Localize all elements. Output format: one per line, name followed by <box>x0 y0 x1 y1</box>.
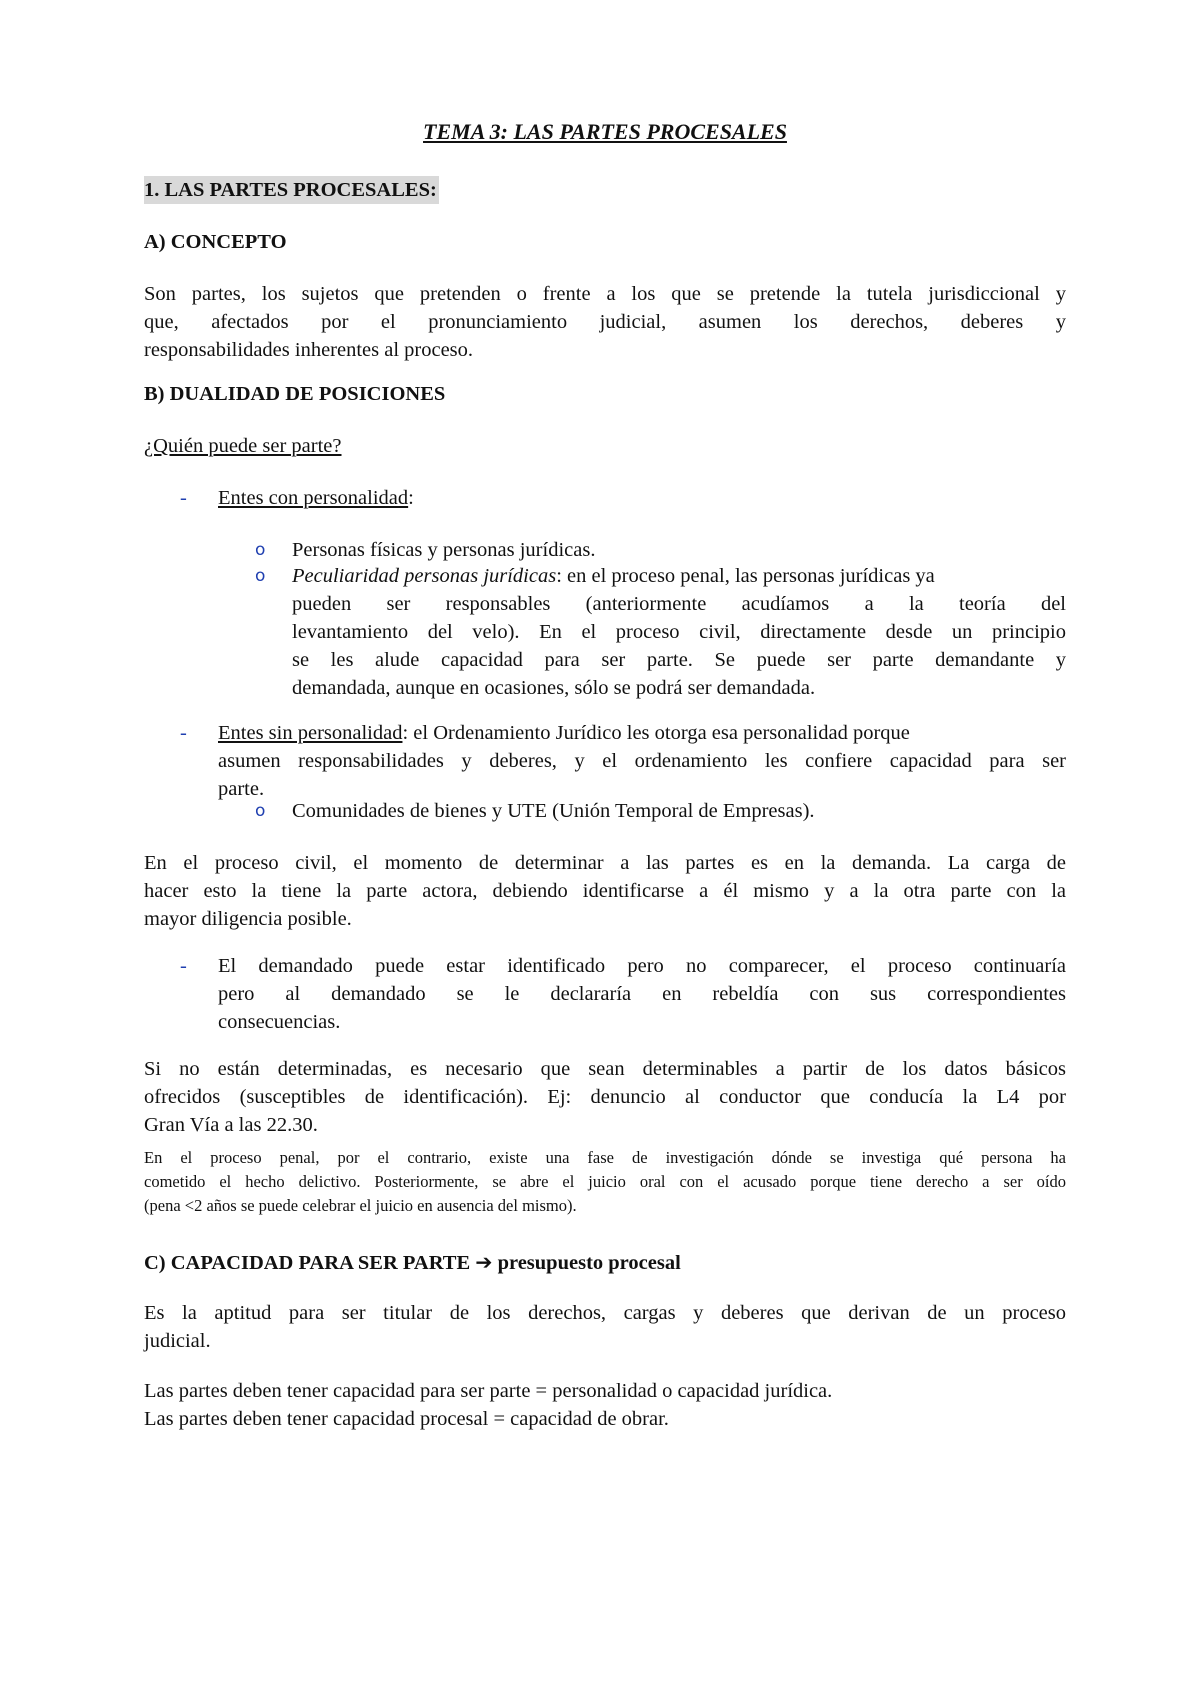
section-heading: 1. LAS PARTES PROCESALES: <box>144 176 439 204</box>
heading-capacidad <box>144 1248 1066 1277</box>
text-line: se les alude capacidad para ser parte. Se puede ser parte demandante y <box>292 649 1066 671</box>
sub-list-item-text: Personas físicas y personas jurídicas. <box>292 539 596 561</box>
list-item-label: Entes con personalidad <box>218 487 409 509</box>
list-item-label: Entes sin personalidad <box>218 722 403 744</box>
text-line: Es la aptitud para ser titular de los derechos, cargas y deberes que derivan de un proceso <box>144 1302 1066 1324</box>
text-line: Son partes, los sujetos que pretenden o frente a los que se pretende la tutela jurisdiccional y <box>144 283 1066 305</box>
text-line: ofrecidos (susceptibles de identificación). Ej: denuncio al conductor que conducía la L4 por <box>144 1086 1066 1108</box>
text-line: mayor diligencia posible. <box>144 908 352 930</box>
text-line: pueden ser responsables (anteriormente acudíamos a la teoría del <box>292 593 1066 615</box>
text-line: : el Ordenamiento Jurídico les otorga esa personalidad porque <box>402 722 910 744</box>
sub-list-item-text <box>292 562 1066 702</box>
text-line: pero al demandado se le declararía en rebeldía con sus correspondientes <box>218 983 1066 1005</box>
circle-bullet: o <box>255 801 266 821</box>
text-line: hacer esto la tiene la parte actora, debiendo identificarse a él mismo y a la otra parte con la <box>144 880 1066 902</box>
text-line: El demandado puede estar identificado pero no comparecer, el proceso continuaría <box>218 955 1066 977</box>
text-line: En el proceso civil, el momento de determinar a las partes es en la demanda. La carga de <box>144 852 1066 874</box>
paragraph-aptitud <box>144 1299 1066 1355</box>
heading-text: presupuesto procesal <box>492 1252 681 1274</box>
heading-dualidad: B) DUALIDAD DE POSICIONES <box>144 383 446 405</box>
circle-bullet: o <box>255 540 266 560</box>
sub-list-item-text: Comunidades de bienes y UTE (Unión Temporal de Empresas). <box>292 800 815 822</box>
dash-bullet: - <box>180 722 187 744</box>
text-line: judicial. <box>144 1330 211 1352</box>
dash-bullet: - <box>180 487 187 509</box>
text-line: consecuencias. <box>218 1011 341 1033</box>
text-line: Las partes deben tener capacidad procesal = capacidad de obrar. <box>144 1408 669 1430</box>
text-line: responsabilidades inherentes al proceso. <box>144 339 474 361</box>
text-line: Si no están determinadas, es necesario que sean determinables a partir de los datos básicos <box>144 1058 1066 1080</box>
text-line: Las partes deben tener capacidad para ser parte = personalidad o capacidad jurídica. <box>144 1380 833 1402</box>
heading-text: C) CAPACIDAD PARA SER PARTE <box>144 1252 476 1274</box>
circle-bullet: o <box>255 566 266 586</box>
text-line: demandada, aunque en ocasiones, sólo se podrá ser demandada. <box>292 677 816 699</box>
paragraph-determinables <box>144 1055 1066 1139</box>
final-lines <box>144 1377 1066 1433</box>
text-line: cometido el hecho delictivo. Posteriormente, se abre el juicio oral con el acusado porque tiene derecho a ser oído <box>144 1172 1066 1191</box>
list-item-text <box>218 719 1066 803</box>
paragraph-concepto <box>144 280 1066 364</box>
question-text: ¿Quién puede ser parte? <box>144 435 342 457</box>
text-line: (pena <2 años se puede celebrar el juicio en ausencia del mismo). <box>144 1196 577 1215</box>
list-item-colon: : <box>408 487 414 509</box>
arrow-icon: ➔ <box>475 1250 493 1274</box>
text-line: levantamiento del velo). En el proceso civil, directamente desde un principio <box>292 621 1066 643</box>
heading-concepto: A) CONCEPTO <box>144 231 287 253</box>
italic-label: Peculiaridad personas jurídicas <box>292 565 557 587</box>
page-title: TEMA 3: LAS PARTES PROCESALES <box>423 119 787 144</box>
text-line: que, afectados por el pronunciamiento judicial, asumen los derechos, deberes y <box>144 311 1066 333</box>
dash-bullet: - <box>180 955 187 977</box>
text-line: En el proceso penal, por el contrario, existe una fase de investigación dónde se investiga qué persona ha <box>144 1148 1066 1167</box>
paragraph-penal <box>144 1146 1066 1218</box>
paragraph-civil <box>144 849 1066 933</box>
text-line: parte. <box>218 778 265 800</box>
list-item-text <box>218 484 1066 512</box>
text-line: asumen responsabilidades y deberes, y el ordenamiento les confiere capacidad para ser <box>218 750 1066 772</box>
question-line <box>144 432 1066 460</box>
list-item-text <box>218 952 1066 1036</box>
text-line: : en el proceso penal, las personas jurídicas ya <box>556 565 935 587</box>
text-line: Gran Vía a las 22.30. <box>144 1114 318 1136</box>
